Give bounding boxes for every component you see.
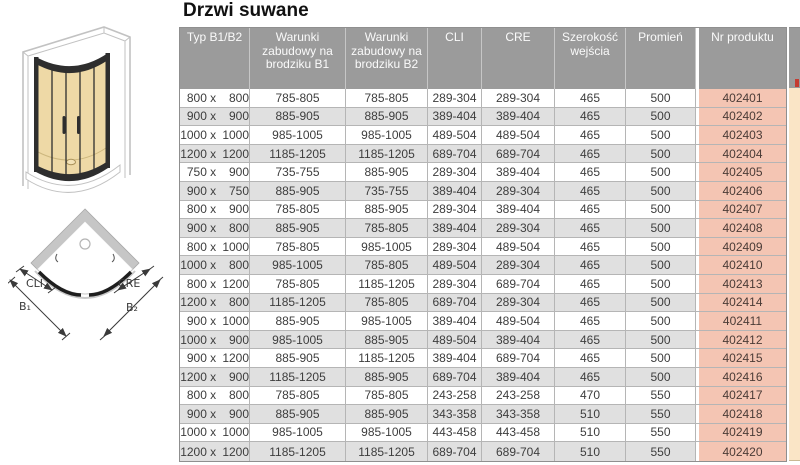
cell-cli: 389-404 (428, 349, 482, 367)
col-header-cli: CLI (428, 28, 482, 89)
cell-warunki-b2: 1185-1205 (346, 442, 428, 461)
typ-b1-value: 1000 (180, 425, 207, 440)
cell-cre: 489-504 (482, 126, 555, 144)
typ-b2-value: 750 (228, 183, 250, 198)
typ-separator: x (210, 425, 217, 440)
cell-warunki-b2: 785-805 (346, 219, 428, 237)
table-row (180, 126, 786, 145)
table-header-row (180, 28, 786, 89)
cell-szerokosc-wejscia: 465 (555, 368, 626, 386)
cell-warunki-b2: 885-905 (346, 331, 428, 349)
cell-typ (180, 349, 250, 367)
typ-b2-value: 800 (228, 220, 250, 235)
cell-promien: 500 (626, 349, 696, 367)
typ-b2-value: 900 (228, 109, 250, 124)
table-row (180, 368, 786, 387)
typ-b1-value: 750 (186, 165, 207, 180)
cell-typ (180, 331, 250, 349)
cell-cli: 389-404 (428, 182, 482, 200)
typ-b2-value: 900 (228, 165, 250, 180)
cell-warunki-b2: 885-905 (346, 108, 428, 126)
table-row (180, 331, 786, 350)
cell-cli: 389-404 (428, 219, 482, 237)
typ-b2-value: 800 (228, 90, 250, 105)
cell-szerokosc-wejscia: 465 (555, 256, 626, 274)
cell-cre: 343-358 (482, 405, 555, 423)
cell-cli: 389-404 (428, 108, 482, 126)
cell-warunki-b2: 885-905 (346, 163, 428, 181)
label-cre: CRE (118, 277, 141, 290)
typ-separator: x (210, 239, 217, 254)
col-header-nr-produktu: Nr produktu (696, 28, 786, 89)
typ-b1-value: 900 (186, 351, 207, 366)
typ-b1-value: 800 (186, 388, 207, 403)
cell-nr-produktu: 402419 (696, 424, 786, 442)
typ-b2-value: 1000 (222, 313, 250, 328)
cell-warunki-b1: 785-805 (250, 238, 346, 256)
cell-cre: 389-404 (482, 331, 555, 349)
typ-b2-value: 800 (228, 388, 250, 403)
typ-b2-value: 1200 (222, 276, 250, 291)
cell-szerokosc-wejscia: 465 (555, 108, 626, 126)
cell-cre: 243-258 (482, 387, 555, 405)
table-row (180, 275, 786, 294)
cell-nr-produktu: 402416 (696, 368, 786, 386)
typ-b1-value: 900 (186, 220, 207, 235)
typ-separator: x (210, 444, 217, 459)
cell-warunki-b1: 785-805 (250, 89, 346, 107)
table-row (180, 89, 786, 108)
cell-cli: 489-504 (428, 256, 482, 274)
cell-nr-produktu: 402408 (696, 219, 786, 237)
cell-szerokosc-wejscia: 465 (555, 275, 626, 293)
cell-warunki-b2: 985-1005 (346, 238, 428, 256)
cell-nr-produktu: 402420 (696, 442, 786, 461)
typ-separator: x (210, 183, 217, 198)
page-title: Drzwi suwane (183, 0, 309, 21)
cell-promien: 500 (626, 89, 696, 107)
cell-warunki-b1: 1185-1205 (250, 294, 346, 312)
cell-typ (180, 442, 250, 461)
cell-warunki-b1: 885-905 (250, 108, 346, 126)
cell-szerokosc-wejscia: 465 (555, 201, 626, 219)
typ-separator: x (210, 351, 217, 366)
typ-b2-value: 1000 (222, 239, 250, 254)
typ-b1-value: 1200 (180, 146, 207, 161)
typ-b1-value: 900 (186, 109, 207, 124)
cell-warunki-b1: 885-905 (250, 405, 346, 423)
cell-nr-produktu: 402403 (696, 126, 786, 144)
typ-separator: x (210, 109, 217, 124)
cell-warunki-b1: 785-805 (250, 275, 346, 293)
typ-b1-value: 1200 (180, 295, 207, 310)
cell-szerokosc-wejscia: 465 (555, 126, 626, 144)
cell-cli: 689-704 (428, 442, 482, 461)
cell-typ (180, 405, 250, 423)
cell-warunki-b1: 985-1005 (250, 424, 346, 442)
cell-promien: 500 (626, 312, 696, 330)
typ-separator: x (210, 258, 217, 273)
table-row (180, 108, 786, 127)
cell-typ (180, 126, 250, 144)
cell-szerokosc-wejscia: 510 (555, 424, 626, 442)
typ-b2-value: 900 (228, 406, 250, 421)
typ-b1-value: 900 (186, 313, 207, 328)
glass-panels (36, 58, 108, 176)
cell-cre: 689-704 (482, 442, 555, 461)
cell-nr-produktu: 402409 (696, 238, 786, 256)
cell-cli: 489-504 (428, 126, 482, 144)
typ-b2-value: 800 (228, 295, 250, 310)
table-row (180, 145, 786, 164)
cell-cli: 389-404 (428, 312, 482, 330)
cell-warunki-b2: 735-755 (346, 182, 428, 200)
table-body (180, 89, 786, 461)
cell-cli: 243-258 (428, 387, 482, 405)
cell-cre: 443-458 (482, 424, 555, 442)
cell-cre: 389-404 (482, 201, 555, 219)
table-row (180, 312, 786, 331)
table-row (180, 387, 786, 406)
cell-promien: 500 (626, 256, 696, 274)
cell-promien: 550 (626, 387, 696, 405)
cell-promien: 500 (626, 126, 696, 144)
cell-promien: 550 (626, 405, 696, 423)
table-row (180, 405, 786, 424)
typ-b1-value: 800 (186, 202, 207, 217)
cell-typ (180, 201, 250, 219)
cell-warunki-b2: 885-905 (346, 201, 428, 219)
cell-szerokosc-wejscia: 465 (555, 294, 626, 312)
cell-szerokosc-wejscia: 465 (555, 312, 626, 330)
typ-b1-value: 1000 (180, 332, 207, 347)
typ-b2-value: 1200 (222, 146, 250, 161)
typ-b1-value: 800 (186, 239, 207, 254)
cell-warunki-b2: 785-805 (346, 256, 428, 274)
cell-cre: 489-504 (482, 312, 555, 330)
table-row (180, 424, 786, 443)
cell-szerokosc-wejscia: 470 (555, 387, 626, 405)
cell-promien: 550 (626, 442, 696, 461)
cell-promien: 500 (626, 368, 696, 386)
cell-nr-produktu: 402414 (696, 294, 786, 312)
cell-typ (180, 238, 250, 256)
cell-promien: 500 (626, 108, 696, 126)
cell-promien: 500 (626, 145, 696, 163)
label-cli: CLI (26, 277, 44, 290)
typ-b1-value: 1000 (180, 127, 207, 142)
typ-separator: x (210, 332, 217, 347)
cell-nr-produktu: 402410 (696, 256, 786, 274)
cell-cli: 289-304 (428, 163, 482, 181)
cell-warunki-b1: 785-805 (250, 387, 346, 405)
cell-nr-produktu: 402402 (696, 108, 786, 126)
cell-typ (180, 275, 250, 293)
col-header-promien: Promień (626, 28, 696, 89)
typ-b2-value: 1200 (222, 351, 250, 366)
cell-warunki-b2: 985-1005 (346, 312, 428, 330)
table-row (180, 349, 786, 368)
typ-b2-value: 1000 (222, 127, 250, 142)
cell-szerokosc-wejscia: 465 (555, 182, 626, 200)
cell-promien: 500 (626, 331, 696, 349)
cell-cre: 689-704 (482, 145, 555, 163)
typ-b2-value: 900 (228, 332, 250, 347)
typ-separator: x (210, 90, 217, 105)
cell-warunki-b1: 885-905 (250, 312, 346, 330)
cell-warunki-b1: 885-905 (250, 182, 346, 200)
cell-cli: 443-458 (428, 424, 482, 442)
label-b1: B₁ (19, 300, 31, 313)
clipped-side-column-header (789, 27, 800, 88)
typ-separator: x (210, 406, 217, 421)
cell-promien: 550 (626, 424, 696, 442)
cell-nr-produktu: 402404 (696, 145, 786, 163)
col-header-typ: Typ B1/B2 (180, 28, 250, 89)
table-row (180, 163, 786, 182)
cell-cli: 343-358 (428, 405, 482, 423)
drain-icon (80, 239, 90, 249)
cell-warunki-b2: 1185-1205 (346, 275, 428, 293)
cell-nr-produktu: 402417 (696, 387, 786, 405)
cell-promien: 500 (626, 201, 696, 219)
cell-warunki-b1: 985-1005 (250, 126, 346, 144)
cell-typ (180, 387, 250, 405)
typ-separator: x (210, 127, 217, 142)
label-b2: B₂ (126, 301, 138, 314)
cell-warunki-b1: 985-1005 (250, 331, 346, 349)
typ-separator: x (210, 202, 217, 217)
typ-b2-value: 800 (228, 258, 250, 273)
typ-b1-value: 1200 (180, 444, 207, 459)
typ-separator: x (210, 295, 217, 310)
table-row (180, 219, 786, 238)
cell-nr-produktu: 402406 (696, 182, 786, 200)
cell-typ (180, 219, 250, 237)
col-header-cre: CRE (482, 28, 555, 89)
cell-typ (180, 294, 250, 312)
cell-warunki-b2: 885-905 (346, 368, 428, 386)
typ-b2-value: 900 (228, 202, 250, 217)
cell-warunki-b2: 985-1005 (346, 424, 428, 442)
cell-warunki-b1: 885-905 (250, 219, 346, 237)
cell-promien: 500 (626, 238, 696, 256)
cell-nr-produktu: 402411 (696, 312, 786, 330)
col-header-szerokosc: Szerokość wejścia (555, 28, 626, 89)
cell-warunki-b1: 985-1005 (250, 256, 346, 274)
cell-warunki-b2: 785-805 (346, 387, 428, 405)
cell-cre: 289-304 (482, 256, 555, 274)
typ-separator: x (210, 220, 217, 235)
cell-warunki-b2: 1185-1205 (346, 145, 428, 163)
typ-b2-value: 1000 (222, 425, 250, 440)
cell-typ (180, 145, 250, 163)
typ-separator: x (210, 313, 217, 328)
table-row (180, 294, 786, 313)
cell-szerokosc-wejscia: 465 (555, 145, 626, 163)
cell-cli: 689-704 (428, 145, 482, 163)
typ-b1-value: 1200 (180, 369, 207, 384)
cell-warunki-b2: 785-805 (346, 294, 428, 312)
clipped-side-column (789, 27, 800, 461)
table-row (180, 442, 786, 461)
cell-cli: 689-704 (428, 294, 482, 312)
cell-cre: 689-704 (482, 349, 555, 367)
cell-cli: 289-304 (428, 89, 482, 107)
typ-separator: x (210, 146, 217, 161)
cell-warunki-b2: 985-1005 (346, 126, 428, 144)
cell-nr-produktu: 402418 (696, 405, 786, 423)
cell-promien: 500 (626, 275, 696, 293)
typ-separator: x (210, 165, 217, 180)
table-row (180, 238, 786, 257)
cell-warunki-b1: 1185-1205 (250, 368, 346, 386)
typ-separator: x (210, 276, 217, 291)
cell-szerokosc-wejscia: 510 (555, 405, 626, 423)
cell-warunki-b1: 885-905 (250, 349, 346, 367)
cell-szerokosc-wejscia: 465 (555, 349, 626, 367)
shower-plan-diagram (8, 206, 178, 356)
cell-szerokosc-wejscia: 465 (555, 163, 626, 181)
cell-cre: 389-404 (482, 163, 555, 181)
cell-cre: 289-304 (482, 89, 555, 107)
cell-nr-produktu: 402413 (696, 275, 786, 293)
clipped-red-text-fragment (795, 79, 799, 87)
cell-cre: 489-504 (482, 238, 555, 256)
cell-cli: 689-704 (428, 368, 482, 386)
cell-cre: 389-404 (482, 108, 555, 126)
typ-b1-value: 900 (186, 406, 207, 421)
cell-cre: 389-404 (482, 368, 555, 386)
cell-typ (180, 312, 250, 330)
cell-promien: 500 (626, 294, 696, 312)
typ-b1-value: 900 (186, 183, 207, 198)
cell-typ (180, 256, 250, 274)
cell-typ (180, 108, 250, 126)
cell-cre: 289-304 (482, 219, 555, 237)
cell-promien: 500 (626, 219, 696, 237)
cell-typ (180, 368, 250, 386)
col-header-warunki-b1: Warunki zabudowy na brodziku B1 (250, 28, 346, 89)
cell-warunki-b2: 885-905 (346, 405, 428, 423)
cell-warunki-b1: 1185-1205 (250, 442, 346, 461)
cell-warunki-b2: 785-805 (346, 89, 428, 107)
cell-cre: 289-304 (482, 182, 555, 200)
cell-nr-produktu: 402412 (696, 331, 786, 349)
table-row (180, 201, 786, 220)
cell-nr-produktu: 402401 (696, 89, 786, 107)
typ-b2-value: 900 (228, 369, 250, 384)
cell-warunki-b1: 785-805 (250, 201, 346, 219)
clipped-side-column-body (789, 88, 800, 461)
cell-typ (180, 163, 250, 181)
cell-nr-produktu: 402415 (696, 349, 786, 367)
typ-b1-value: 800 (186, 90, 207, 105)
cell-cli: 489-504 (428, 331, 482, 349)
table-row (180, 256, 786, 275)
typ-b2-value: 1200 (222, 444, 250, 459)
cell-typ (180, 424, 250, 442)
cell-typ (180, 89, 250, 107)
cell-promien: 500 (626, 163, 696, 181)
table-row (180, 182, 786, 201)
spec-table (179, 27, 787, 462)
cell-cli: 289-304 (428, 201, 482, 219)
typ-b1-value: 800 (186, 276, 207, 291)
cell-promien: 500 (626, 182, 696, 200)
cell-typ (180, 182, 250, 200)
cell-cli: 289-304 (428, 238, 482, 256)
shower-3d-diagram (8, 4, 178, 204)
cell-cre: 689-704 (482, 275, 555, 293)
cell-szerokosc-wejscia: 465 (555, 331, 626, 349)
cell-nr-produktu: 402405 (696, 163, 786, 181)
cell-nr-produktu: 402407 (696, 201, 786, 219)
typ-separator: x (210, 388, 217, 403)
cell-cre: 289-304 (482, 294, 555, 312)
cell-szerokosc-wejscia: 510 (555, 442, 626, 461)
typ-b1-value: 1000 (180, 258, 207, 273)
cell-warunki-b2: 1185-1205 (346, 349, 428, 367)
cell-szerokosc-wejscia: 465 (555, 89, 626, 107)
col-header-warunki-b2: Warunki zabudowy na brodziku B2 (346, 28, 428, 89)
typ-separator: x (210, 369, 217, 384)
cell-cli: 289-304 (428, 275, 482, 293)
cell-warunki-b1: 1185-1205 (250, 145, 346, 163)
cell-szerokosc-wejscia: 465 (555, 238, 626, 256)
cell-warunki-b1: 735-755 (250, 163, 346, 181)
cell-szerokosc-wejscia: 465 (555, 219, 626, 237)
